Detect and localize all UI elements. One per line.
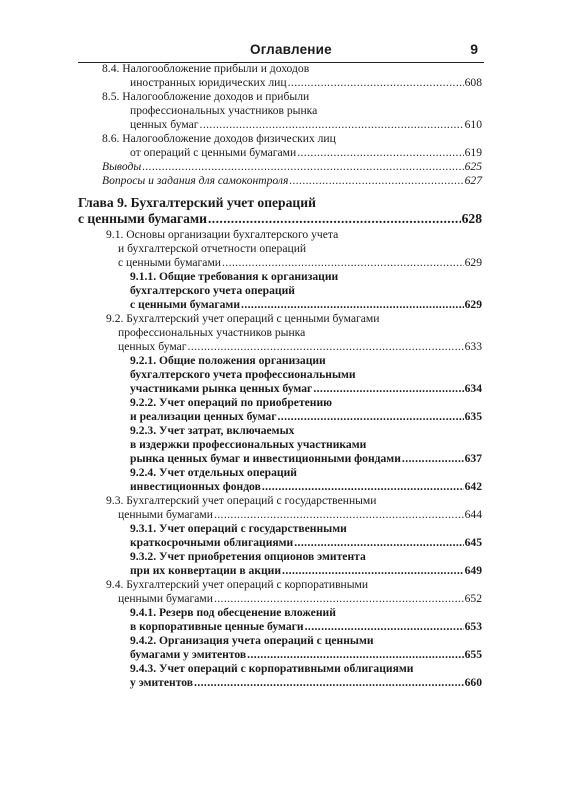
toc-entry-text: ценных бумаг: [118, 340, 187, 353]
toc-entry[interactable]: [78, 606, 482, 634]
toc-entry[interactable]: [78, 466, 482, 494]
toc-entry-text: бумагами у эмитентов: [130, 648, 247, 661]
dot-leader: [297, 146, 463, 160]
toc-page-number: 645: [464, 536, 482, 549]
toc-entry[interactable]: [78, 578, 482, 606]
dot-leader: [262, 480, 464, 494]
dot-leader: [241, 298, 464, 312]
toc-entry-text: 8.6. Налогообложение доходов физических лиц: [102, 132, 336, 145]
toc-page-number: 629: [464, 298, 482, 311]
toc-entry-text: 9.3.1. Учет операций с государственными: [130, 522, 347, 535]
dot-leader: [194, 676, 464, 690]
toc-page-number: 628: [461, 211, 482, 226]
dot-leader: [313, 382, 463, 396]
toc-page-number: 610: [464, 118, 482, 131]
toc-entry[interactable]: [78, 270, 482, 312]
toc-page-number: 642: [464, 480, 482, 493]
dot-leader: [288, 76, 464, 90]
toc-entry-text: Глава 9. Бухгалтерский учет операций: [78, 195, 316, 210]
toc-entry[interactable]: [78, 354, 482, 396]
toc-entry[interactable]: [78, 662, 482, 690]
toc-page-number: 637: [464, 452, 482, 465]
toc-chapter-entry[interactable]: [78, 195, 482, 227]
toc-entry-text: 9.3. Бухгалтерский учет операций с государственными: [106, 494, 377, 507]
toc-entry[interactable]: [78, 174, 482, 188]
toc-entry-text: 9.3.2. Учет приобретения опционов эмитента: [130, 550, 366, 563]
toc-entry-text: 9.2.1. Общие положения организации: [130, 354, 326, 367]
toc-entry-text: в издержки профессиональных участниками: [130, 438, 367, 451]
toc-entry[interactable]: [78, 550, 482, 578]
toc-entry[interactable]: [78, 228, 482, 270]
toc-page-number: 660: [464, 676, 482, 689]
dot-leader: [200, 118, 464, 132]
toc-page-number: 619: [464, 146, 482, 159]
dot-leader: [142, 160, 463, 174]
toc-entry-text: в корпоративные ценные бумаги: [130, 620, 304, 633]
toc-page-number: 655: [464, 648, 482, 661]
toc-entry-text: рынка ценных бумаг и инвестиционными фондами: [130, 452, 401, 465]
toc-entry-text: 9.4.3. Учет операций с корпоративными облигациями: [130, 662, 414, 675]
dot-leader: [247, 648, 463, 662]
toc-page-number: 627: [464, 174, 482, 187]
table-of-contents: [78, 62, 482, 690]
toc-entry-text: краткосрочными облигациями: [130, 536, 294, 549]
toc-entry-text: бухгалтерского учета операций: [130, 284, 295, 297]
toc-entry[interactable]: [78, 396, 482, 424]
toc-entry-text: с ценными бумагами: [130, 298, 241, 311]
toc-entry[interactable]: [78, 494, 482, 522]
dot-leader: [214, 592, 464, 606]
toc-entry-text: 9.1.1. Общие требования к организации: [130, 270, 339, 283]
toc-entry[interactable]: [78, 522, 482, 550]
toc-entry-text: 9.2.2. Учет операций по приобретению: [130, 396, 333, 409]
dot-leader: [294, 536, 463, 550]
toc-entry[interactable]: [78, 160, 482, 174]
toc-entry-text: от операций с ценными бумагами: [130, 146, 297, 159]
toc-page-number: 629: [464, 256, 482, 269]
toc-page-number: 653: [464, 620, 482, 633]
dot-leader: [214, 508, 464, 522]
toc-entry-text: при их конвертации в акции: [130, 564, 282, 577]
toc-entry-text: 9.2.4. Учет отдельных операций: [130, 466, 297, 479]
toc-entry-text: 9.1. Основы организации бухгалтерского учета: [106, 228, 339, 241]
toc-page-number: 652: [464, 592, 482, 605]
dot-leader: [208, 211, 461, 227]
toc-entry-text: ценными бумагами: [118, 592, 213, 605]
toc-entry-text: и бухгалтерской отчетности операций: [118, 242, 307, 255]
toc-entry[interactable]: [78, 62, 482, 90]
toc-entry-text: профессиональных участников рынка: [118, 326, 306, 339]
toc-entry[interactable]: [78, 90, 482, 132]
toc-page-number: 608: [464, 76, 482, 89]
dot-leader: [222, 256, 464, 270]
running-header: [78, 40, 484, 63]
header-title: Оглавление: [250, 42, 332, 57]
toc-entry-text: у эмитентов: [130, 676, 194, 689]
toc-entry-text: с ценными бумагами: [78, 211, 207, 226]
toc-page-number: 644: [464, 508, 482, 521]
toc-entry[interactable]: [78, 424, 482, 466]
toc-entry-text: иностранных юридических лиц: [130, 76, 287, 89]
toc-entry[interactable]: [78, 132, 482, 160]
toc-entry[interactable]: [78, 312, 482, 354]
toc-entry-text: инвестиционных фондов: [130, 480, 261, 493]
toc-entry[interactable]: [78, 634, 482, 662]
toc-entry-text: с ценными бумагами: [118, 256, 221, 269]
toc-page-number: 649: [464, 564, 482, 577]
toc-entry-text: ценных бумаг: [130, 118, 199, 131]
dot-leader: [282, 564, 464, 578]
toc-entry-text: и реализации ценных бумаг: [130, 410, 277, 423]
dot-leader: [402, 452, 464, 466]
toc-page-number: 633: [464, 340, 482, 353]
toc-entry-text: Выводы: [102, 160, 142, 173]
dot-leader: [277, 410, 463, 424]
toc-entry-text: Вопросы и задания для самоконтроля: [102, 174, 289, 187]
dot-leader: [289, 174, 463, 188]
toc-page-number: 634: [464, 382, 482, 395]
toc-entry-text: 9.4.2. Организация учета операций с ценными: [130, 634, 374, 647]
toc-entry-text: бухгалтерского учета профессиональными: [130, 368, 356, 381]
toc-entry-text: 9.2. Бухгалтерский учет операций с ценными бумагами: [106, 312, 380, 325]
toc-entry-text: 8.4. Налогообложение прибыли и доходов: [102, 62, 310, 75]
toc-entry-text: профессиональных участников рынка: [130, 104, 318, 117]
toc-page-number: 625: [464, 160, 482, 173]
dot-leader: [305, 620, 464, 634]
toc-entry-text: 8.5. Налогообложение доходов и прибыли: [102, 90, 310, 103]
toc-entry-text: участниками рынка ценных бумаг: [130, 382, 313, 395]
dot-leader: [188, 340, 464, 354]
toc-page-number: 635: [464, 410, 482, 423]
toc-entry-text: 9.4.1. Резерв под обесценение вложений: [130, 606, 336, 619]
toc-entry-text: 9.4. Бухгалтерский учет операций с корпоративными: [106, 578, 369, 591]
toc-entry-text: 9.2.3. Учет затрат, включаемых: [130, 424, 295, 437]
toc-entry-text: ценными бумагами: [118, 508, 213, 521]
header-page-number: 9: [470, 41, 478, 57]
